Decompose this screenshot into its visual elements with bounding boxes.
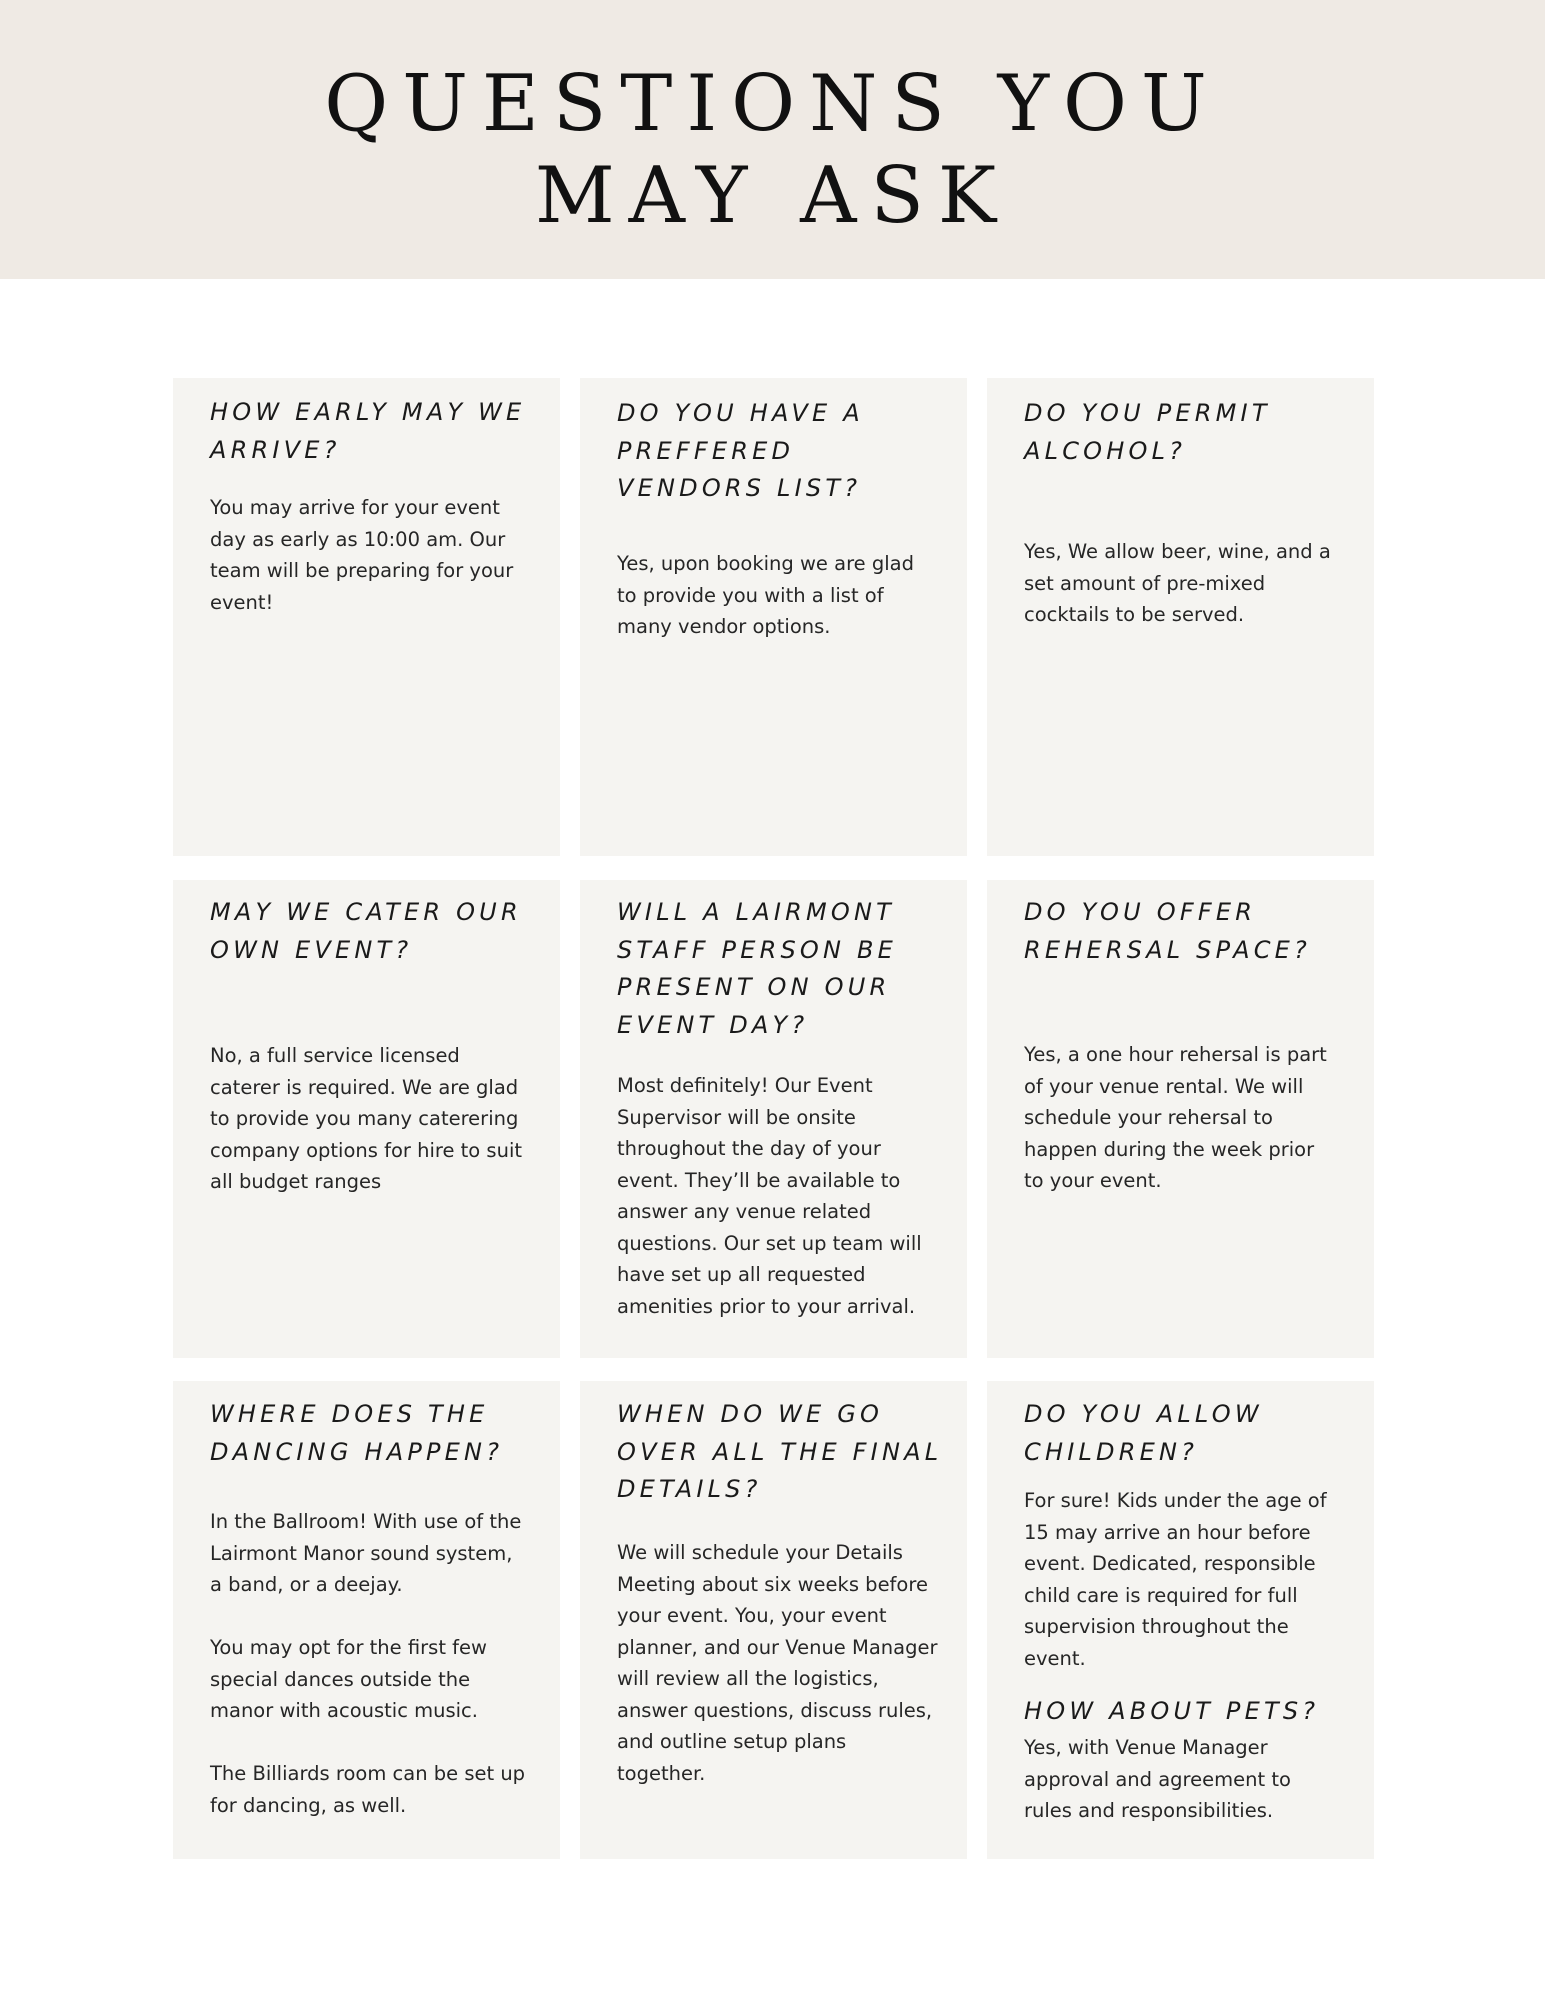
faq-question: DO YOU ALLOW CHILDREN? <box>1024 1400 1263 1466</box>
faq-answer: Yes, upon booking we are glad to provide you with a list of many vendor options. <box>617 552 914 638</box>
faq-answer: Yes, a one hour rehersal is part of your venue rental. We will schedule your rehersal to happen during the week prior to your event. <box>1024 1043 1327 1192</box>
faq-card-staff <box>580 880 967 1358</box>
faq-question: DO YOU HAVE A PREFFERED VENDORS LIST? <box>617 399 864 502</box>
faq-answer: For sure! Kids under the age of 15 may arrive an hour before event. Dedicated, responsible child care is required for full supervision throughout the event. <box>1024 1489 1327 1670</box>
faq-question-pets: HOW ABOUT PETS? <box>1024 1697 1320 1725</box>
faq-card-final-details <box>580 1381 967 1859</box>
page-title <box>0 58 1545 242</box>
faq-question: DO YOU OFFER REHERSAL SPACE? <box>1024 898 1311 964</box>
faq-question: WILL A LAIRMONT STAFF PERSON BE PRESENT ON OUR EVENT DAY? <box>617 898 897 1039</box>
faq-answer-pets: Yes, with Venue Manager approval and agreement to rules and responsibilities. <box>1024 1736 1291 1822</box>
page-title-line-1: QUESTIONS YOU <box>324 59 1221 149</box>
faq-card-arrival <box>173 378 560 856</box>
faq-card-children-pets <box>987 1381 1374 1859</box>
faq-question: WHERE DOES THE DANCING HAPPEN? <box>210 1400 504 1466</box>
faq-card-rehearsal <box>987 880 1374 1358</box>
faq-answer: You may arrive for your event day as early as 10:00 am. Our team will be preparing for your event! <box>210 496 514 614</box>
faq-answer: We will schedule your Details Meeting about six weeks before your event. You, your event planner, and our Venue Manager will review all the logistics, answer questions, discuss rules, and outline setup plans together. <box>617 1541 938 1785</box>
faq-card-dancing <box>173 1381 560 1859</box>
faq-card-vendors <box>580 378 967 856</box>
faq-question: MAY WE CATER OUR OWN EVENT? <box>210 898 522 964</box>
faq-card-alcohol <box>987 378 1374 856</box>
faq-answer: In the Ballroom! With use of the Lairmont Manor sound system, a band, or a deejay. You may opt for the first few special dances outside the manor with acoustic music. The Billiards room can be set up for dancing, as well. <box>210 1510 526 1817</box>
faq-question: DO YOU PERMIT ALCOHOL? <box>1024 399 1271 465</box>
faq-answer: No, a full service licensed caterer is required. We are glad to provide you many caterering company options for hire to suit all budget ranges <box>210 1044 523 1193</box>
faq-answer: Yes, We allow beer, wine, and a set amount of pre-mixed cocktails to be served. <box>1024 540 1331 626</box>
faq-answer: Most definitely! Our Event Supervisor will be onsite throughout the day of your event. They’ll be available to answer any venue related questions. Our set up team will have set up all requested amenities prior to your arrival. <box>617 1074 922 1318</box>
header-band <box>0 0 1545 279</box>
faq-question: WHEN DO WE GO OVER ALL THE FINAL DETAILS? <box>617 1400 943 1503</box>
page-title-line-2: MAY ASK <box>534 151 1011 241</box>
faq-question: HOW EARLY MAY WE ARRIVE? <box>210 398 526 464</box>
faq-card-catering <box>173 880 560 1358</box>
